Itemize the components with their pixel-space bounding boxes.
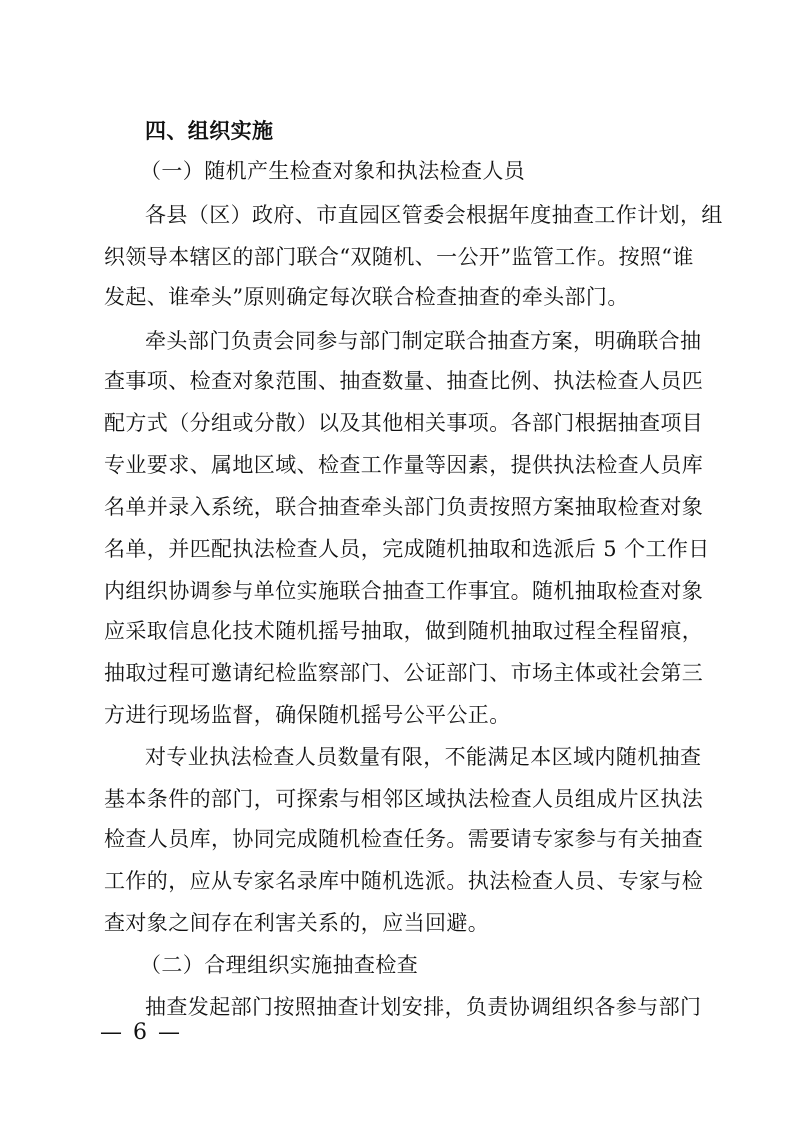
subsection-heading-1: （一）随机产生检查对象和执法检查人员 [140,159,526,183]
paragraph-line: 工作的，应从专家名录库中随机选派。执法检查人员、专家与检 [104,869,704,893]
paragraph-line: 内组织协调参与单位实施联合抽查工作事宜。随机抽取检查对象 [104,579,704,603]
paragraph-line: 名单并录入系统，联合抽查牵头部门负责按照方案抽取检查对象 [104,495,704,519]
paragraph-line: 牵头部门负责会同参与部门制定联合抽查方案，明确联合抽 [145,329,702,353]
paragraph-line: 方进行现场监督，确保随机摇号公平公正。 [104,703,511,727]
paragraph-line: 查对象之间存在利害关系的，应当回避。 [104,911,490,935]
paragraph-line: 配方式（分组或分散）以及其他相关事项。各部门根据抽查项目 [104,411,704,435]
subsection-heading-2: （二）合理组织实施抽查检查 [140,953,419,977]
page-number: — 6 — [100,1020,182,1045]
paragraph-line: 抽查发起部门按照抽查计划安排，负责协调组织各参与部门 [145,995,702,1019]
paragraph-line: 专业要求、属地区域、检查工作量等因素，提供执法检查人员库 [104,453,704,477]
paragraph-line: 对专业执法检查人员数量有限，不能满足本区域内随机抽查 [145,745,702,769]
paragraph-line: 名单，并匹配执法检查人员，完成随机抽取和选派后 5 个工作日 [104,537,710,561]
paragraph-line: 各县（区）政府、市直园区管委会根据年度抽查工作计划，组 [145,203,723,227]
paragraph-line: 抽取过程可邀请纪检监察部门、公证部门、市场主体或社会第三 [104,661,704,685]
paragraph-line: 基本条件的部门，可探索与相邻区域执法检查人员组成片区执法 [104,787,704,811]
paragraph-line: 织领导本辖区的部门联合“双随机、一公开”监管工作。按照“谁 [104,245,694,269]
paragraph-line: 查事项、检查对象范围、抽查数量、抽查比例、执法检查人员匹 [104,369,704,393]
section-heading: 四、组织实施 [145,119,274,143]
paragraph-line: 应采取信息化技术随机摇号抽取，做到随机抽取过程全程留痕， [104,619,704,643]
paragraph-line: 发起、谁牵头”原则确定每次联合检查抽查的牵头部门。 [104,285,629,309]
paragraph-line: 检查人员库，协同完成随机检查任务。需要请专家参与有关抽查 [104,827,704,851]
